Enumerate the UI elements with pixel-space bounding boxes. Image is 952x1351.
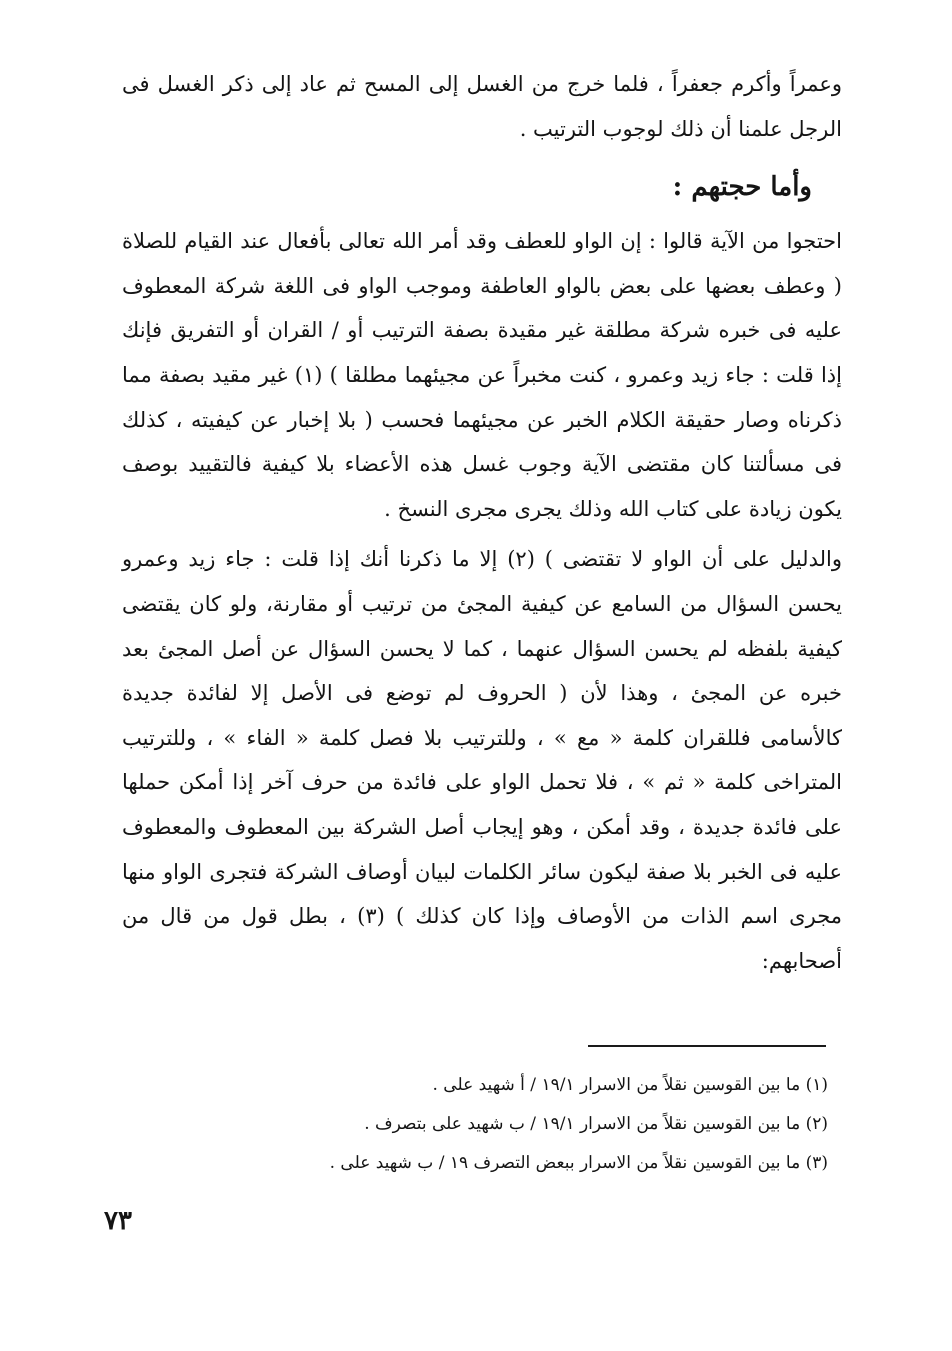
- page-number: ٧٣: [104, 1206, 132, 1236]
- footnote-1: (١) ما بين القوسين نقلاً من الاسرار ١٩/١ / أ شهيد على .: [432, 1075, 828, 1095]
- footnote-separator: [588, 1045, 826, 1047]
- section-heading: وأما حجتهم :: [672, 172, 812, 203]
- footnotes: [200, 1066, 828, 1183]
- paragraph-evidence: والدليل على أن الواو لا تقتضى ) (٢) إلا ما ذكرنا أنك إذا قلت : جاء زيد وعمرو يحسن السؤال من السامع عن كيفية المجئ من ترتيب أو مقارنة، ولو كان يقتضى كيفية بلفظه لم يحسن السؤال عنهما ، كما لا يحسن السؤال عن أصل المجئ بعد خبره عن المجئ ، وهذا لأن ( الحروف لم توضع فى الأصل إلا لفائدة جديدة كالأسامى فللقران كلمة « مع » ، وللترتيب بلا فصل كلمة « الفاء » ، وللترتيب المتراخى كلمة « ثم » ، فلا تحمل الواو على فائدة من حرف آخر إذا أمكن حملها على فائدة جديدة ، وقد أمكن ، وهو إيجاب أصل الشركة بين المعطوف والمعطوف عليه فى الخبر بلا صفة ليكون سائر الكلمات لبيان أوصاف الشركة فتجرى الواو منها مجرى اسم الذات من الأوصاف وإذا كان كذلك ) (٣) ، بطل قول من قال من أصحابهم:: [122, 547, 843, 973]
- intro-paragraph: وعمراً وأكرم جعفراً ، فلما خرج من الغسل إلى المسح ثم عاد إلى ذكر الغسل فى الرجل علمنا أن ذلك لوجوب الترتيب .: [122, 72, 842, 141]
- footnote-2: (٢) ما بين القوسين نقلاً من الاسرار ١٩/١ / ب شهيد على بتصرف .: [364, 1114, 828, 1134]
- footnote-3: (٣) ما بين القوسين نقلاً من الاسرار ببعض التصرف ١٩ / ب شهيد على .: [329, 1153, 828, 1173]
- paragraph-arguments: احتجوا من الآية قالوا : إن الواو للعطف وقد أمر الله تعالى بأفعال عند القيام للصلاة ( وعطف بعضها على بعض بالواو العاطفة وموجب الواو فى اللغة شركة المعطوف عليه فى خبره شركة مطلقة غير مقيدة بصفة الترتيب أو / القران أو التفريق فإنك إذا قلت : جاء زيد وعمرو ، كنت مخبراً عن مجيئهما مطلقا ) (١) غير مقيد بصفة مما ذكرناه وصار حقيقة الكلام الخبر عن مجيئهما فحسب ( بلا إخبار عن كيفيته ، كذلك فى مسألتنا كان مقتضى الآية وجوب غسل هذه الأعضاء بلا كيفية فالتقييد بوصف يكون زيادة على كتاب الله وذلك يجرى مجرى النسخ .: [122, 229, 842, 521]
- main-text: [122, 62, 842, 983]
